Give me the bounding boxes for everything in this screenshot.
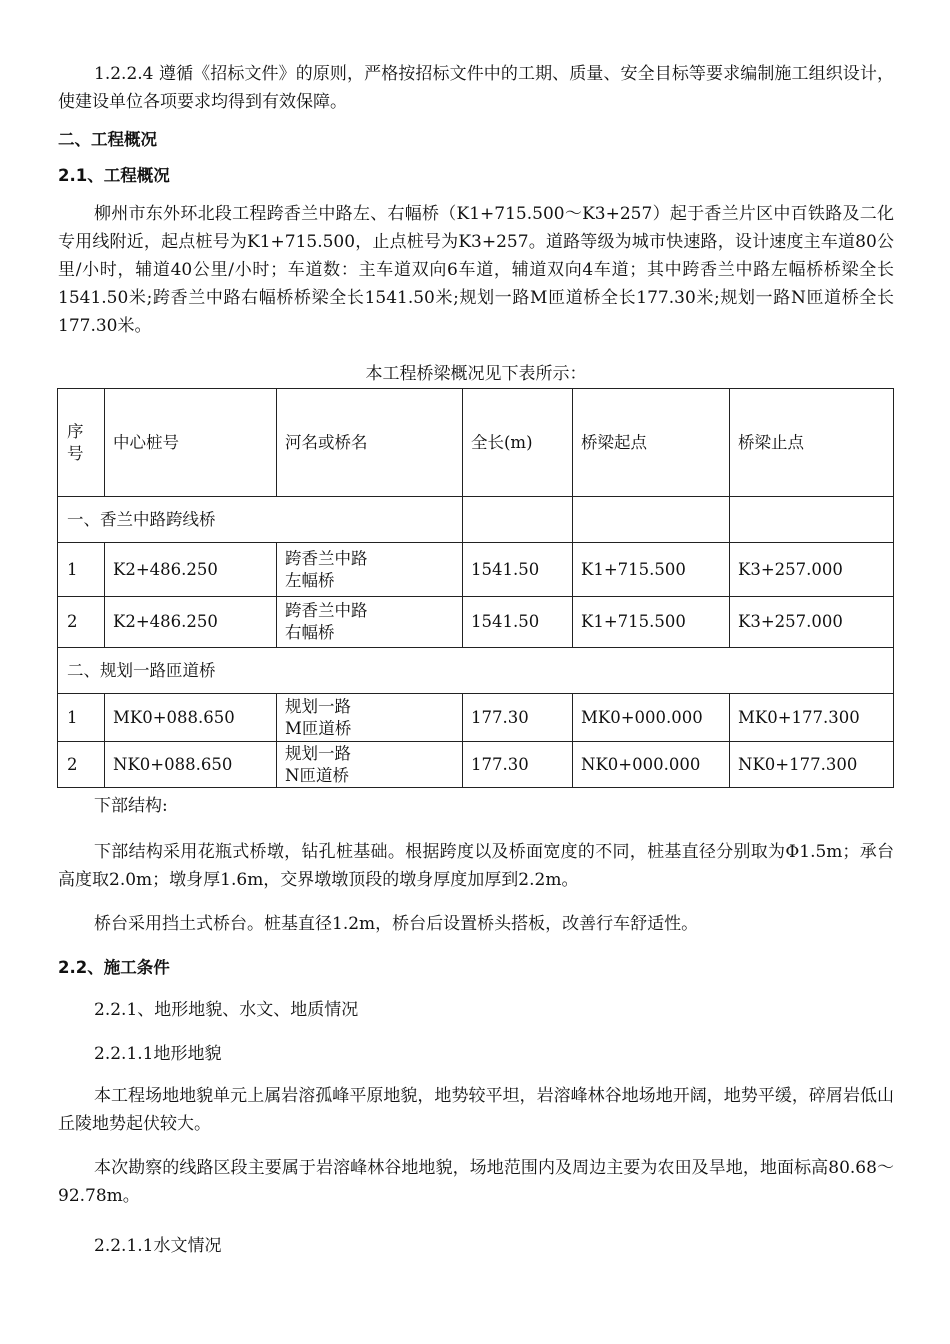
cell-length: 177.30 [463,742,573,788]
cell-length: 1541.50 [463,543,573,597]
table-group-row [58,648,894,694]
header-cell-name: 河名或桥名 [277,389,463,497]
empty-cell [573,497,730,543]
subsection-hydrology-heading: 2.2.1.1水文情况 [94,1236,222,1256]
header-cell-center: 中心桩号 [105,389,277,497]
overview-paragraph: 柳州市东外环北段工程跨香兰中路左、右幅桥（K1+715.500～K3+257）起于香兰片区中百铁路及二化专用线附近，起点桩号为K1+715.500，止点桩号为K3+257。道路等级为城市快速路，设计速度主车道80公里/小时，辅道40公里/小时；车道数：主车道双向6车道，辅道双向4车道；其中跨香兰中路左幅桥桥梁全长 1541.50米;跨香兰中路右幅桥桥梁全长1541.50米;规划一路M匝道桥全长177.30米;规划一路N匝道桥全长177.30米。 [58,204,894,336]
table-row [58,742,894,788]
cell-no: 1 [58,694,105,742]
cell-start: NK0+000.000 [573,742,730,788]
cell-center: K2+486.250 [105,597,277,648]
cell-end: MK0+177.300 [730,694,894,742]
abutment-paragraph: 桥台采用挡土式桥台。桩基直径1.2m，桥台后设置桥头搭板，改善行车舒适性。 [94,914,699,934]
cell-length: 177.30 [463,694,573,742]
subsection-2-2-1: 2.2.1、地形地貌、水文、地质情况 [94,1000,359,1020]
cell-name: 跨香兰中路 右幅桥 [277,597,463,648]
group-label: 二、规划一路匝道桥 [58,648,894,694]
cell-length: 1541.50 [463,597,573,648]
cell-name: 规划一路 N匝道桥 [277,742,463,788]
substructure-label: 下部结构: [94,796,168,816]
subsection-terrain-heading: 2.2.1.1地形地貌 [94,1044,222,1064]
section-heading-2-1: 2.1、工程概况 [58,166,170,185]
header-cell-length: 全长(m) [463,389,573,497]
header-cell-end: 桥梁止点 [730,389,894,497]
survey-paragraph: 本次勘察的线路区段主要属于岩溶峰林谷地地貌，场地范围内及周边主要为农田及旱地，地面标高80.68～92.78m。 [58,1158,894,1206]
substructure-paragraph: 下部结构采用花瓶式桥墩，钻孔桩基础。根据跨度以及桥面宽度的不同，桩基直径分别取为Φ1.5m；承台高度取2.0m；墩身厚1.6m，交界墩墩顶段的墩身厚度加厚到2.2m。 [58,842,894,890]
bridge-table [57,388,894,788]
table-caption: 本工程桥梁概况见下表所示： [365,364,587,384]
cell-name: 规划一路 M匝道桥 [277,694,463,742]
cell-no: 1 [58,543,105,597]
group-label: 一、香兰中路跨线桥 [58,497,463,543]
empty-cell [463,497,573,543]
cell-end: NK0+177.300 [730,742,894,788]
cell-end: K3+257.000 [730,597,894,648]
table-header-row [58,389,894,497]
cell-center: K2+486.250 [105,543,277,597]
terrain-paragraph: 本工程场地地貌单元上属岩溶孤峰平原地貌，地势较平坦，岩溶峰林谷地场地开阔，地势平缓，碎屑岩低山丘陵地势起伏较大。 [58,1086,894,1134]
cell-end: K3+257.000 [730,543,894,597]
table-row [58,543,894,597]
cell-center: NK0+088.650 [105,742,277,788]
table-row [58,597,894,648]
cell-center: MK0+088.650 [105,694,277,742]
header-cell-start: 桥梁起点 [573,389,730,497]
cell-no: 2 [58,597,105,648]
cell-start: K1+715.500 [573,597,730,648]
section-heading-2-2: 2.2、施工条件 [58,958,170,977]
section-heading-2: 二、工程概况 [58,130,157,149]
cell-no: 2 [58,742,105,788]
cell-name: 跨香兰中路 左幅桥 [277,543,463,597]
empty-cell [730,497,894,543]
table-row [58,694,894,742]
cell-start: MK0+000.000 [573,694,730,742]
header-cell-no: 序 号 [58,389,105,497]
cell-start: K1+715.500 [573,543,730,597]
intro-paragraph: 1.2.2.4 遵循《招标文件》的原则，严格按招标文件中的工期、质量、安全目标等要求编制施工组织设计，使建设单位各项要求均得到有效保障。 [58,64,894,112]
table-group-row [58,497,894,543]
